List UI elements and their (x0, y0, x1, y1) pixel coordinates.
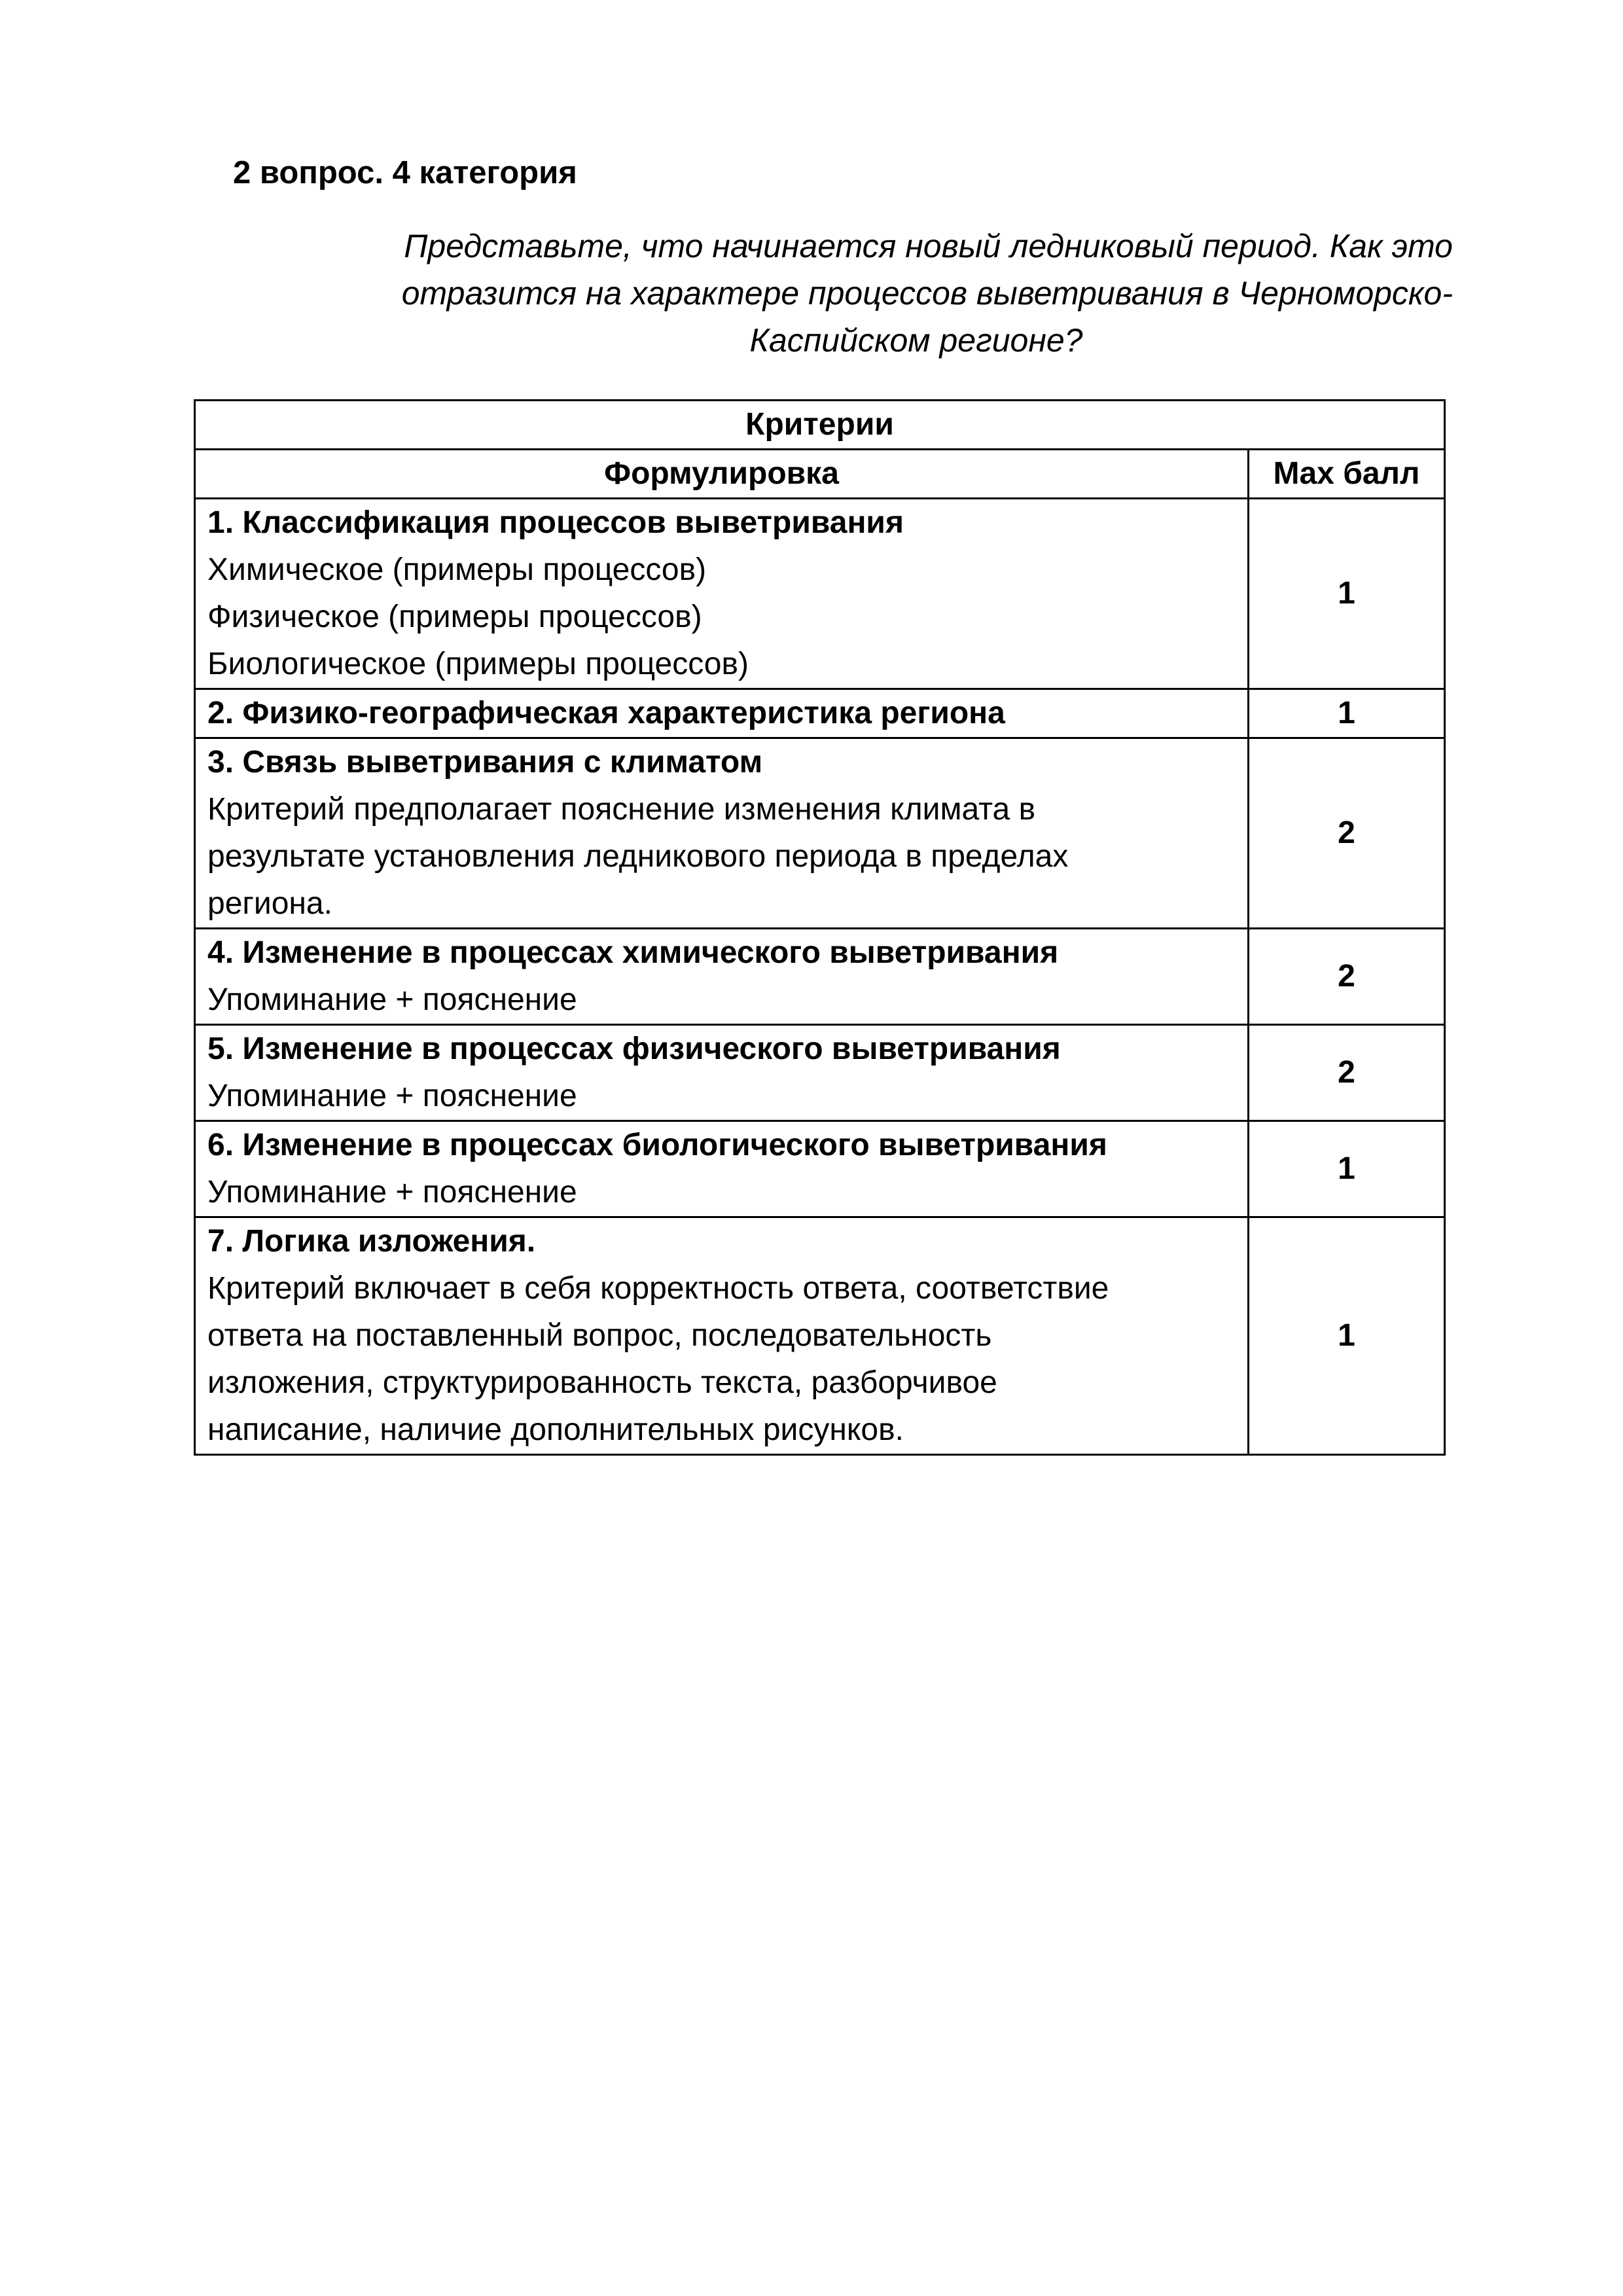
criterion-detail: результате установления ледникового периода в пределах (207, 839, 1069, 874)
table-row (195, 929, 1445, 1025)
criterion-name: 6. Изменение в процессах биологического выветривания (207, 1128, 1107, 1162)
criterion-name: 2. Физико-географическая характеристика региона (207, 696, 1005, 730)
criterion-cell (195, 1025, 1249, 1121)
max-score: 1 (1249, 1121, 1445, 1217)
criterion-detail: Химическое (примеры процессов) (207, 552, 707, 587)
prompt-line: Каспийском регионе? (749, 322, 1083, 359)
criterion-name: 1. Классификация процессов выветривания (207, 505, 904, 540)
criterion-name: 7. Логика изложения. (207, 1224, 536, 1259)
criterion-detail: Критерий включает в себя корректность ответа, соответствие (207, 1271, 1109, 1306)
column-header-max-score: Max балл (1249, 450, 1445, 499)
criterion-cell (195, 929, 1249, 1025)
table-row (195, 1217, 1445, 1455)
table-row (195, 499, 1445, 689)
criterion-detail: ответа на поставленный вопрос, последовательность (207, 1318, 992, 1353)
max-score: 2 (1249, 1025, 1445, 1121)
criterion-name: 5. Изменение в процессах физического выветривания (207, 1031, 1061, 1066)
column-header-formulation: Формулировка (195, 450, 1249, 499)
criterion-cell (195, 499, 1249, 689)
criterion-cell (195, 1121, 1249, 1217)
question-prompt (288, 223, 1453, 364)
table-row (195, 738, 1445, 929)
max-score: 2 (1249, 929, 1445, 1025)
max-score: 2 (1249, 738, 1445, 929)
table-header-row (195, 450, 1445, 499)
criterion-detail: Биологическое (примеры процессов) (207, 647, 749, 681)
criteria-table (194, 399, 1446, 1456)
criterion-name: 4. Изменение в процессах химического выветривания (207, 935, 1059, 970)
criterion-detail: Критерий предполагает пояснение изменения климата в (207, 792, 1036, 827)
question-heading: 2 вопрос. 4 категория (233, 155, 577, 190)
prompt-line: Представьте, что начинается новый ледниковый период. Как это (404, 228, 1453, 264)
criterion-detail: Упоминание + пояснение (207, 982, 577, 1017)
criterion-detail: изложения, структурированность текста, разборчивое (207, 1365, 997, 1400)
criterion-detail: Упоминание + пояснение (207, 1175, 577, 1210)
prompt-line: отразится на характере процессов выветривания в Черноморско- (401, 275, 1453, 312)
max-score: 1 (1249, 499, 1445, 689)
criterion-cell (195, 689, 1249, 738)
table-row (195, 689, 1445, 738)
table-title-row (195, 401, 1445, 450)
criterion-detail: Физическое (примеры процессов) (207, 600, 702, 634)
table-title: Критерии (195, 401, 1445, 450)
max-score: 1 (1249, 689, 1445, 738)
criterion-cell (195, 738, 1249, 929)
table-row (195, 1025, 1445, 1121)
criterion-detail: Упоминание + пояснение (207, 1079, 577, 1113)
criterion-name: 3. Связь выветривания с климатом (207, 745, 763, 780)
criterion-detail: написание, наличие дополнительных рисунков. (207, 1412, 904, 1447)
criterion-cell (195, 1217, 1249, 1455)
max-score: 1 (1249, 1217, 1445, 1455)
table-row (195, 1121, 1445, 1217)
criterion-detail: региона. (207, 886, 332, 921)
